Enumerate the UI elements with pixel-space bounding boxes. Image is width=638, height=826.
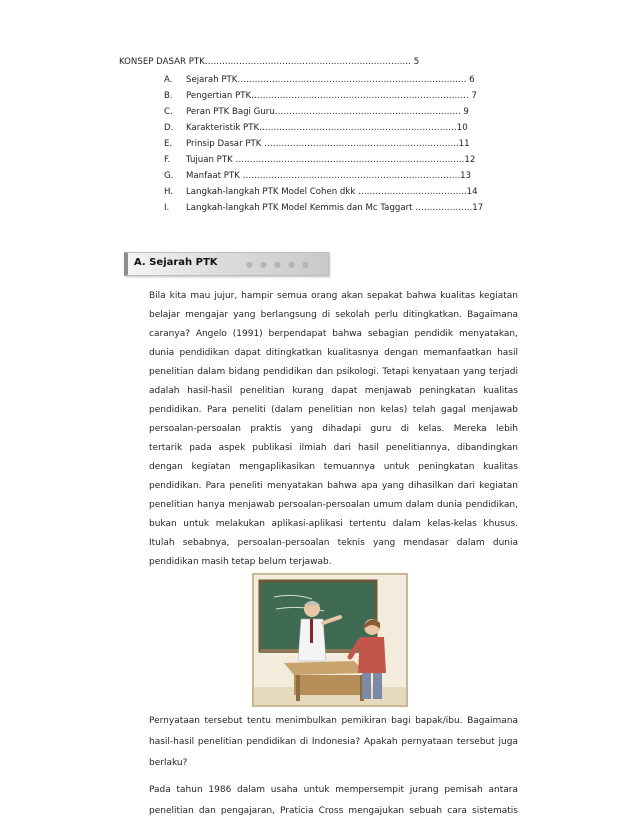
- toc-item-letter: G.: [164, 171, 174, 181]
- toc-item-letter: C.: [164, 107, 173, 117]
- text-line: pendidikan masih tetap belum terjawab.: [149, 557, 332, 567]
- toc-item: [164, 123, 468, 133]
- toc-item-letter: A.: [164, 75, 173, 85]
- text-line: caranya? Angelo (1991) berpendapat bahwa sebagian pendidik menyatakan,: [149, 329, 518, 339]
- toc-item: [164, 155, 475, 165]
- section-label: A. Sejarah PTK: [134, 257, 218, 268]
- text-line: Bila kita mau jujur, hampir semua orang akan sepakat bahwa kualitas kegiatan: [149, 291, 518, 301]
- text-line: pendidikan. Para peneliti menyatakan bahwa apa yang dihasilkan dari kegiatan: [149, 481, 518, 491]
- toc-item: [164, 91, 477, 101]
- text-line: adalah hasil-hasil penelitian kurang dapat menjawab peningkatan kualitas: [149, 386, 518, 396]
- toc-item: [164, 107, 469, 117]
- text-line: persoalan-persoalan praktis yang dihadapi guru di kelas. Mereka lebih: [149, 424, 518, 434]
- toc-item: [164, 75, 475, 85]
- toc-item-letter: H.: [164, 187, 174, 197]
- toc-item-text: Sejarah PTK…………………………………………………………………….. 6: [186, 75, 475, 85]
- text-line: penelitian hanya menjawab persoalan-persoalan umum dalam dunia pendidikan,: [149, 500, 518, 510]
- text-line: bukan untuk melakukan aplikasi-aplikasi tertentu dalam kelas-kelas khusus.: [149, 519, 518, 529]
- toc-item-text: Peran PTK Bagi Guru……………………………………………………….. 9: [186, 107, 469, 117]
- section-header: [124, 252, 329, 276]
- toc-item-text: Tujuan PTK ……………………………………………………………………..12: [186, 155, 476, 165]
- toc-item: [164, 187, 478, 197]
- toc-item: [164, 171, 471, 181]
- toc-item-text: Karakteristik PTK……………………………………………………………10: [186, 123, 468, 133]
- toc-item-text: Langkah-langkah PTK Model Cohen dkk ………………………………..14: [186, 187, 478, 197]
- toc-item: [164, 139, 470, 149]
- toc-item-text: Prinsip Dasar PTK …………………………………………………………..11: [186, 139, 470, 149]
- classroom-illustration: [252, 573, 408, 707]
- text-line: hasil-hasil penelitian pendidikan di Indonesia? Apakah pernyataan tersebut juga: [149, 737, 518, 747]
- text-line: pendidikan. Para peneliti (dalam penelitian non kelas) telah gagal menjawab: [149, 405, 518, 415]
- toc-item-letter: I.: [164, 203, 170, 213]
- text-line: belajar mengajar yang berlangsung di sekolah perlu ditingkatkan. Bagaimana: [149, 310, 518, 320]
- decorative-dots: ●●●●●: [246, 260, 316, 269]
- text-line: penelitian dan pengajaran, Praticia Cross mengajukan sebuah cara sistematis: [149, 806, 518, 816]
- toc-item-text: Manfaat PTK ………………………………………………………………….13: [186, 171, 472, 181]
- toc-item: [164, 203, 483, 213]
- teacher-student-drawing: [254, 575, 406, 705]
- text-line: Itulah sebabnya, persoalan-persoalan teknis yang mendasar dalam dunia: [149, 538, 518, 548]
- text-line: berlaku?: [149, 758, 188, 768]
- toc-item-text: Langkah-langkah PTK Model Kemmis dan Mc Taggart ………………..17: [186, 203, 484, 213]
- text-line: tertarik pada aspek publikasi ilmiah dari hasil penelitiannya, dibandingkan: [149, 443, 518, 453]
- toc-item-text: Pengertian PTK…………………………………………………………………. 7: [186, 91, 477, 101]
- text-line: dunia pendidikan dapat ditingkatkan kualitasnya dengan memanfaatkan hasil: [149, 348, 518, 358]
- text-line: dengan kegiatan mengaplikasikan temuannya untuk peningkatan kualitas: [149, 462, 518, 472]
- text-line: Pernyataan tersebut tentu menimbulkan pemikiran bagi bapak/ibu. Bagaimana: [149, 716, 518, 726]
- text-line: Pada tahun 1986 dalam usaha untuk mempersempit jurang pemisah antara: [149, 785, 518, 795]
- toc-item-letter: E.: [164, 139, 173, 149]
- toc-item-letter: D.: [164, 123, 174, 133]
- text-line: penelitian dalam bidang pendidikan dan psikologi. Tetapi kenyataan yang terjadi: [149, 367, 518, 377]
- toc-item-letter: F.: [164, 155, 171, 165]
- toc-item-letter: B.: [164, 91, 173, 101]
- toc-title: KONSEP DASAR PTK……………………………………………………………… 5: [119, 57, 420, 67]
